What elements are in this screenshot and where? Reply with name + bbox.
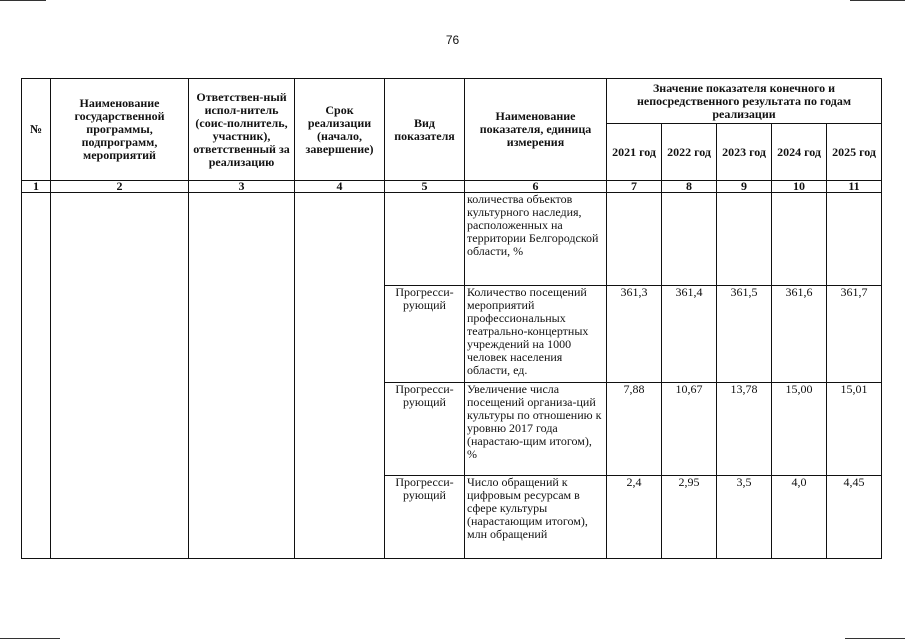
cell-value: 7,88 <box>607 383 662 476</box>
header-indicator: Наименование показателя, единица измерения <box>465 79 607 181</box>
column-number: 4 <box>295 181 385 193</box>
cell-indicator: Число обращений к цифровым ресурсам в сфере культуры (нарастающим итогом), млн обращений <box>465 476 607 559</box>
cell-value <box>772 193 827 286</box>
cell-value: 361,7 <box>827 286 882 383</box>
cell-value: 13,78 <box>717 383 772 476</box>
cell-value: 361,3 <box>607 286 662 383</box>
cell-indicator: Увеличение числа посещений организа-ций культуры по отношению к уровню 2017 года (нарастаю-щим итогом), % <box>465 383 607 476</box>
scan-edge-mark <box>0 0 46 1</box>
column-number: 6 <box>465 181 607 193</box>
header-year: 2023 год <box>717 124 772 181</box>
column-number: 8 <box>662 181 717 193</box>
header-program: Наименование государственной программы, подпрограмм, мероприятий <box>51 79 189 181</box>
cell-value: 361,6 <box>772 286 827 383</box>
column-number: 10 <box>772 181 827 193</box>
cell-term <box>295 193 385 559</box>
cell-kind: Прогресси-рующий <box>385 286 465 383</box>
cell-kind: Прогресси-рующий <box>385 383 465 476</box>
column-number: 2 <box>51 181 189 193</box>
cell-value <box>827 193 882 286</box>
cell-kind: Прогресси-рующий <box>385 476 465 559</box>
header-year: 2021 год <box>607 124 662 181</box>
cell-responsible <box>189 193 295 559</box>
table-row <box>22 193 882 286</box>
cell-value: 361,4 <box>662 286 717 383</box>
cell-value: 3,5 <box>717 476 772 559</box>
header-year: 2024 год <box>772 124 827 181</box>
cell-value: 2,4 <box>607 476 662 559</box>
column-number: 9 <box>717 181 772 193</box>
scan-edge-mark <box>0 638 60 639</box>
column-number-row <box>22 181 882 193</box>
cell-value <box>607 193 662 286</box>
column-number: 1 <box>22 181 51 193</box>
cell-value: 4,45 <box>827 476 882 559</box>
cell-value: 361,5 <box>717 286 772 383</box>
cell-value: 2,95 <box>662 476 717 559</box>
page-number: 76 <box>445 33 460 47</box>
cell-indicator: количества объектов культурного наследия, расположенных на территории Белгородской области, % <box>465 193 607 286</box>
column-number: 7 <box>607 181 662 193</box>
cell-value <box>717 193 772 286</box>
cell-value: 15,01 <box>827 383 882 476</box>
header-year: 2025 год <box>827 124 882 181</box>
indicators-table <box>21 78 882 559</box>
cell-value: 4,0 <box>772 476 827 559</box>
scan-edge-mark <box>845 638 905 639</box>
cell-kind <box>385 193 465 286</box>
header-term: Срок реализации (начало, завершение) <box>295 79 385 181</box>
column-number: 11 <box>827 181 882 193</box>
scan-edge-mark <box>850 0 905 1</box>
cell-value: 10,67 <box>662 383 717 476</box>
header-responsible: Ответствен-ный испол-нитель (соис-полнитель, участник), ответственный за реализацию <box>189 79 295 181</box>
cell-value <box>662 193 717 286</box>
cell-indicator: Количество посещений мероприятий профессиональных театрально-концертных учреждений на 1000 человек населения области, ед. <box>465 286 607 383</box>
column-number: 3 <box>189 181 295 193</box>
cell-program <box>51 193 189 559</box>
cell-num <box>22 193 51 559</box>
header-values-group: Значение показателя конечного и непосредственного результата по годам реализации <box>607 79 882 124</box>
header-year: 2022 год <box>662 124 717 181</box>
column-number: 5 <box>385 181 465 193</box>
cell-value: 15,00 <box>772 383 827 476</box>
header-num: № <box>22 79 51 181</box>
header-kind: Вид показателя <box>385 79 465 181</box>
